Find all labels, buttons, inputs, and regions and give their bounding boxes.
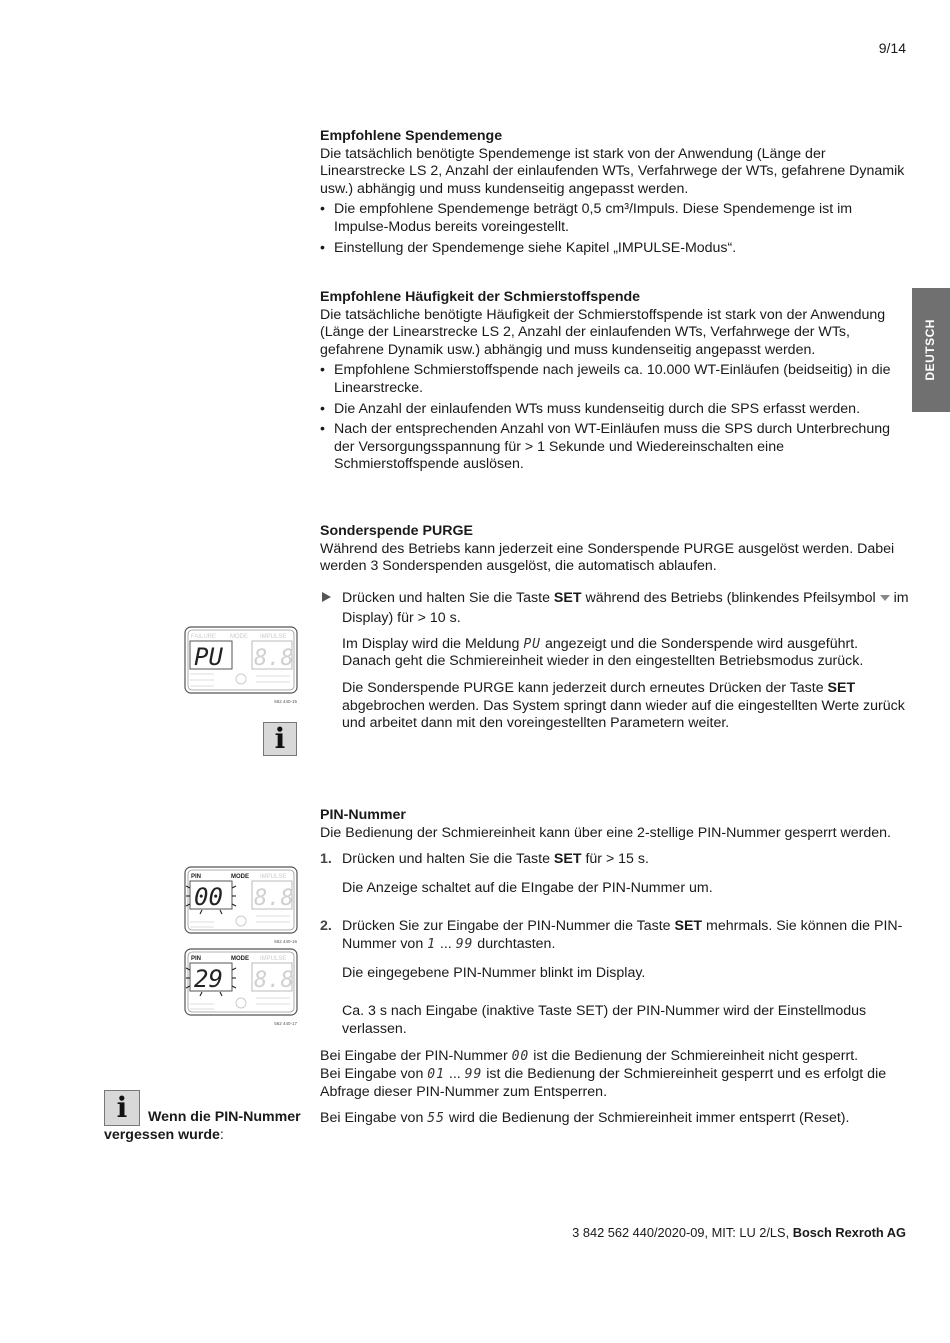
numbered-step: 1. Drücken und halten Sie die Taste SET für > 15 s.: [320, 851, 649, 868]
arrow-icon: [322, 592, 331, 602]
display-code: 1: [427, 936, 436, 952]
bullet-item: • Einstellung der Spendemenge siehe Kapitel „IMPULSE-Modus“.: [320, 240, 910, 258]
figure-caption: 562 440-17: [274, 1021, 297, 1026]
key-set: SET: [827, 679, 856, 696]
section-text: Die Bedienung der Schmiereinheit kann über eine 2-stellige PIN-Nummer gesperrt werden.: [320, 824, 891, 841]
instruction-step: Drücken und halten Sie die Taste SET während des Betriebs (blinkendes Pfeilsymbol im Display) für > 10 s.: [320, 588, 910, 628]
section-spendemenge: [320, 128, 910, 257]
display-code: 99: [455, 936, 474, 952]
step-result: Die eingegebene PIN-Nummer blinkt im Display.: [342, 964, 646, 981]
footer: [572, 1224, 906, 1242]
key-set: SET: [553, 589, 582, 606]
lcd-label-mode: MODE: [230, 634, 248, 640]
bullet-item: • Die Anzahl der einlaufenden WTs muss kundenseitig durch die SPS erfasst werden.: [320, 401, 910, 419]
display-code: PU: [523, 636, 542, 652]
numbered-step: 2. Drücken Sie zur Eingabe der PIN-Nummer die Taste SET mehrmals. Sie können die PIN-Nummer von 1 ... 99 durchtasten.: [320, 918, 903, 952]
section-haeufigkeit: [320, 289, 910, 474]
lcd-label-mode: MODE: [231, 956, 249, 962]
section-text: Die tatsächliche benötigte Häufigkeit der Schmierstoffspende ist stark von der Anwendung (Länge der Linearstrecke LS 2, Anzahl der einlaufenden WTs, Verfahrwege der WTs, gefahrene Dynamik usw.) abhängig und muss kundenseitig angepasst werden.: [320, 306, 886, 358]
key-set: SET: [674, 918, 703, 935]
display-illustration-pin-00: [184, 866, 300, 946]
section-title: PIN-Nummer: [320, 807, 406, 823]
display-code: 55: [427, 1111, 445, 1127]
display-illustration-pin-29: [184, 948, 300, 1028]
section-purge: [320, 523, 910, 733]
section-title: Sonderspende PURGE: [320, 523, 473, 539]
info-icon: i: [263, 722, 297, 756]
language-tab-label: DEUTSCH: [923, 319, 938, 381]
lcd-right-digits: 8.8: [254, 646, 294, 671]
section-title: Empfohlene Häufigkeit der Schmierstoffspende: [320, 289, 641, 305]
display-code: 99: [464, 1066, 483, 1082]
step-result: Die Anzeige schaltet auf die EIngabe der PIN-Nummer um.: [342, 879, 713, 896]
figure-caption: 562 440-16: [274, 939, 297, 944]
lcd-right-digits: 8.8: [254, 968, 294, 993]
lcd-label-impulse: IMPULSE: [260, 874, 287, 880]
key-set: SET: [553, 851, 582, 868]
bullet-item: • Empfohlene Schmierstoffspende nach jeweils ca. 10.000 WT-Einläufen (beidseitig) in die Linearstrecke.: [320, 362, 910, 397]
lcd-digits: PU: [194, 643, 223, 671]
lcd-label-impulse: IMPULSE: [260, 956, 287, 962]
bullet-item: • Nach der entsprechenden Anzahl von WT-Einläufen muss die SPS durch Unterbrechung der Versorgungsspannung für > 1 Sekunde und Wiedereinschalten eine Schmierstoffspende auslösen.: [320, 421, 910, 474]
pin-reset-text: Bei Eingabe von 55 wird die Bedienung der Schmiereinheit immer entsperrt (Reset).: [320, 1110, 850, 1127]
section-pin: [320, 807, 910, 1128]
lcd-label-pin: PIN: [191, 874, 202, 880]
step-result: Ca. 3 s nach Eingabe (inaktive Taste SET) der PIN-Nummer wird der Einstellmodus verlassen.: [342, 1003, 867, 1037]
page-number: 9/14: [878, 40, 906, 56]
lcd-label-failure: FAILURE: [191, 634, 217, 640]
bullet-item: • Die empfohlene Spendemenge beträgt 0,5 cm³/Impuls. Diese Spendemenge ist im Impulse-Modus bereits voreingestellt.: [320, 201, 910, 236]
section-text: Während des Betriebs kann jederzeit eine Sonderspende PURGE ausgelöst werden. Dabei werden 3 Sonderspenden ausgelöst, die automatisch ablaufen.: [320, 540, 895, 575]
info-note: Die Sonderspende PURGE kann jederzeit durch erneutes Drücken der Taste SET abgebrochen werden. Das System springt dann wieder auf die eingestellten Werte zurück und arbeitet dann mit den voreingestellten Parametern weiter.: [342, 679, 905, 732]
info-icon: i: [104, 1090, 140, 1126]
company-name: Bosch Rexroth AG: [792, 1225, 906, 1240]
display-code: 00: [511, 1049, 530, 1065]
display-code: 01: [427, 1066, 445, 1082]
lcd-label-impulse: IMPULSE: [260, 634, 287, 640]
lcd-label-pin: PIN: [191, 956, 202, 962]
lcd-right-digits: 8.8: [254, 886, 294, 911]
section-text: Die tatsächlich benötigte Spendemenge ist stark von der Anwendung (Länge der Linearstrecke LS 2, Anzahl der einlaufenden WTs, Verfahrwege der WTs, gefahrene Dynamik usw.) abhängig und muss kundenseitig angepasst werden.: [320, 145, 905, 197]
document-reference: 3 842 562 440/2020-09, MIT: LU 2/LS,: [572, 1225, 793, 1240]
display-illustration-purge: [184, 626, 300, 706]
lcd-digits: 00: [194, 883, 223, 911]
pin-forgotten-label: Wenn die PIN-Nummer vergessen wurde:: [104, 1109, 301, 1143]
triangle-down-icon: [880, 595, 890, 601]
figure-caption: 562 440-15: [274, 699, 297, 704]
lcd-digits: 29: [194, 965, 223, 993]
lcd-label-mode: MODE: [231, 874, 249, 880]
language-tab: [912, 288, 950, 412]
step-result: Im Display wird die Meldung PU angezeigt und die Sonderspende wird ausgeführt. Danach geht die Schmiereinheit wieder in den eingestellten Betriebsmodus zurück.: [342, 635, 864, 670]
section-title: Empfohlene Spendemenge: [320, 128, 503, 144]
pin-info-text: Bei Eingabe der PIN-Nummer 00 ist die Bedienung der Schmiereinheit nicht gesperrt. Bei Eingabe von 01 ... 99 ist die Bedienung der Schmiereinheit gesperrt und es erfolgt die Abfrage dieser PIN-Nummer zum Entsperren.: [320, 1048, 887, 1100]
